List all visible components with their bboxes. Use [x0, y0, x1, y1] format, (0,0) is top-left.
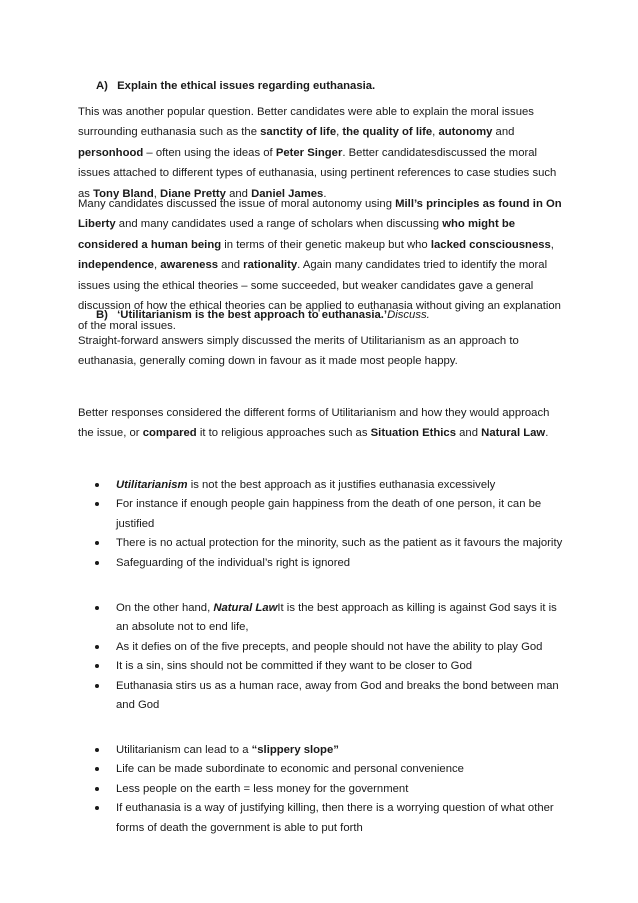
text-run: ,	[153, 187, 161, 200]
bullet-list-3	[78, 741, 568, 838]
section-b-title: ‘Utilitarianism is the best approach to euthanasia.’	[117, 309, 388, 321]
name-diane-pretty: Diane Pretty	[160, 187, 226, 200]
list-item: For instance if enough people gain happiness from the death of one person, it can be justified	[78, 495, 568, 534]
term-personhood: personhood	[78, 146, 144, 159]
text-run: and many candidates used a range of scholars when discussing	[115, 218, 443, 231]
term-natural-law: Natural Law	[481, 427, 546, 440]
section-b-heading	[96, 305, 430, 325]
term-human-being: who might be considered a human being	[78, 218, 516, 251]
list-item: As it defies on of the five precepts, and people should not have the ability to play God	[78, 638, 568, 657]
section-b-discuss: Discuss.	[387, 309, 430, 321]
text-run: and	[492, 126, 515, 139]
list-item	[78, 741, 568, 760]
bullet-list-1	[78, 476, 568, 573]
list-item: Less people on the earth = less money for the government	[78, 780, 568, 799]
text-run: .	[545, 427, 549, 440]
text-run: This was another popular question. Better candidates were able to explain the moral issues surrounding euthanasia such as the	[78, 106, 534, 139]
section-b-paragraph-2	[78, 403, 568, 444]
term-independence: independence	[78, 259, 154, 272]
term-sanctity-of-life: sanctity of life	[260, 126, 337, 139]
name-daniel-james: Daniel James	[251, 187, 324, 200]
text-run: and	[218, 259, 244, 272]
section-a-heading	[96, 76, 375, 96]
term-compared: compared	[142, 427, 197, 440]
section-a-title: Explain the ethical issues regarding euthanasia.	[117, 80, 376, 92]
section-a-paragraph-1	[78, 102, 568, 204]
name-tony-bland: Tony Bland	[93, 187, 154, 200]
text-run: it to religious approaches such as	[196, 427, 371, 440]
list-item	[78, 476, 568, 495]
text-run: is not the best approach as it justifies euthanasia excessively	[187, 479, 496, 491]
text-run: ,	[153, 259, 161, 272]
section-b-paragraph-1: Straight-forward answers simply discussed the merits of Utilitarianism as an approach to euthanasia, generally coming down in favour as it made most people happy.	[78, 335, 519, 368]
text-run: and	[456, 427, 482, 440]
text-run: It is the best approach as killing is against God says it is an absolute not to end life,	[116, 602, 557, 634]
bullet-list-2	[78, 599, 568, 715]
term-rationality: rationality	[243, 259, 298, 272]
text-run: Many candidates discussed the issue of moral autonomy using	[78, 198, 396, 210]
text-run: ,	[336, 126, 343, 139]
list-item: If euthanasia is a way of justifying killing, then there is a worrying question of what other forms of death the government is able to put forth	[78, 799, 568, 838]
text-run: – often using the ideas of	[143, 146, 276, 159]
text-run: .	[323, 187, 327, 200]
term-natural-law: Natural Law	[213, 602, 278, 614]
term-utilitarianism: Utilitarianism	[116, 479, 188, 491]
text-run: ,	[432, 126, 439, 139]
name-peter-singer: Peter Singer	[275, 146, 343, 159]
list-item: There is no actual protection for the minority, such as the patient as it favours the majority	[78, 534, 568, 553]
list-item: Euthanasia stirs us as a human race, away from God and breaks the bond between man and God	[78, 677, 568, 716]
list-item: Life can be made subordinate to economic and personal convenience	[78, 760, 568, 779]
section-a-letter: A)	[96, 80, 108, 92]
text-run: . Again many candidates tried to identify the moral issues using the ethical theories – some succeeded, but weaker candidates gave a general discussion of how the ethical theories can be applied to euthanasia without giving an explanation of the moral issues.	[78, 259, 561, 333]
text-run: On the other hand,	[116, 602, 214, 614]
text-run: . Better candidatesdiscussed the moral issues attached to different types of euthanasia, using pertinent references to case studies such as	[78, 146, 557, 200]
list-item: It is a sin, sins should not be committed if they want to be closer to God	[78, 657, 568, 676]
text-run: in terms of their genetic makeup but who	[221, 238, 431, 251]
term-mills-principles: Mill’s principles as found in On Liberty	[78, 198, 562, 231]
term-slippery-slope: “slippery slope”	[251, 744, 339, 756]
term-awareness: awareness	[160, 259, 219, 272]
term-quality-of-life: the quality of life	[342, 126, 433, 139]
list-item	[78, 599, 568, 638]
list-item: Safeguarding of the individual’s right is ignored	[78, 554, 568, 573]
text-run: Better responses considered the different forms of Utilitarianism and how they would approach the issue, or	[78, 407, 550, 440]
text-run: Utilitarianism can lead to a	[116, 744, 252, 756]
term-consciousness: lacked consciousness	[430, 238, 551, 251]
text-run: and	[225, 187, 252, 200]
section-b-letter: B)	[96, 309, 108, 321]
term-autonomy: autonomy	[438, 126, 493, 139]
term-situation-ethics: Situation Ethics	[370, 427, 457, 440]
text-run: ,	[550, 238, 554, 251]
